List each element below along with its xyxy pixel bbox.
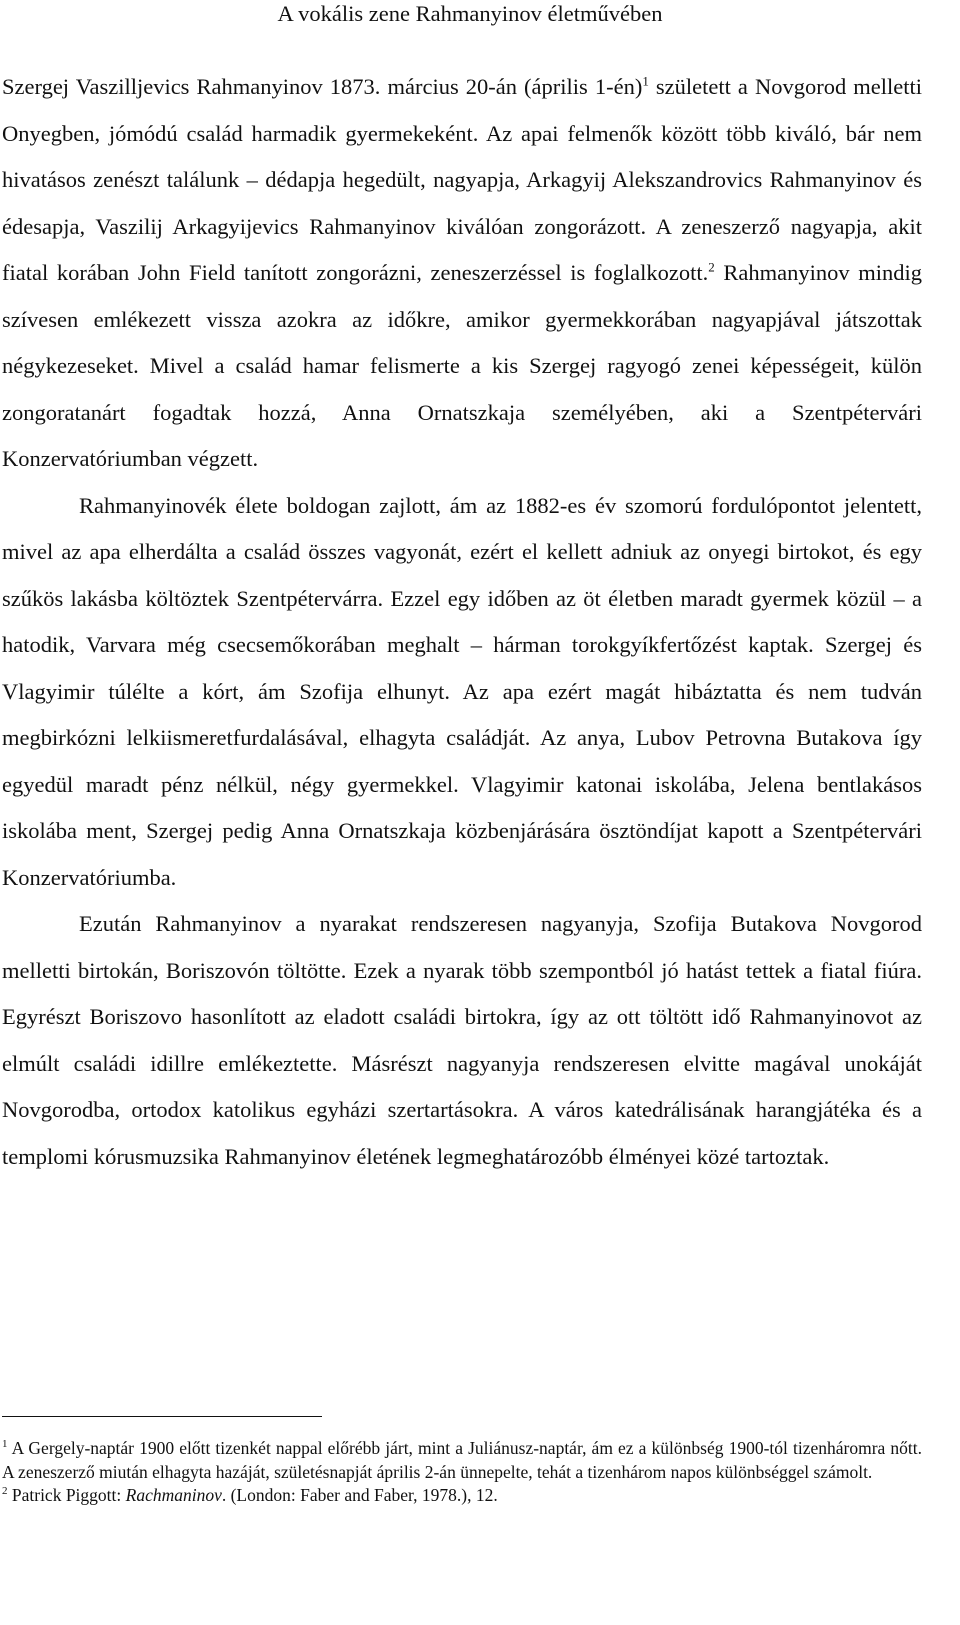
footnote-ref-2[interactable]: 2 xyxy=(708,259,715,275)
footnote-2-publication: . (London: Faber and Faber, 1978.), 12. xyxy=(221,1485,498,1505)
footnote-2 xyxy=(2,1484,922,1508)
paragraph-1-part-2: született a Novgorod melletti Onyegben, jómódú család harmadik gyermekeként. Az apai felmenők között több kiváló, bár nem hivatásos zenészt találunk – dédapja hegedült, nagyapja, Arkagyij Alekszandrovics Rahmanyinov és édesapja, Vaszilij Arkagyijevics Rahmanyinov kiválóan zongorázott. A zeneszerző nagyapja, akit fiatal korában John Field tanított zongorázni, zeneszerzéssel is foglalkozott. xyxy=(2,74,923,285)
footnote-divider xyxy=(2,1416,322,1417)
footnote-ref-1[interactable]: 1 xyxy=(642,73,649,89)
paragraph-1 xyxy=(2,64,922,483)
paragraph-1-part-1: Szergej Vaszilljevics Rahmanyinov 1873. március 20-án (április 1-én) xyxy=(2,74,643,99)
page-title: A vokális zene Rahmanyinov életművében xyxy=(277,1,663,26)
body-text xyxy=(2,64,922,1180)
footnote-2-author: Patrick Piggott: xyxy=(7,1485,126,1505)
footnote-2-marker: 2 xyxy=(2,1485,8,1498)
paragraph-3: Ezután Rahmanyinov a nyarakat rendszeresen nagyanyja, Szofija Butakova Novgorod melletti birtokán, Boriszovón töltötte. Ezek a nyarak több szempontból jó hatást tettek a fiatal fiúra. Egyrészt Boriszovo hasonlított az eladott családi birtokra, így az ott töltött idő Rahmanyinovot az elmúlt családi idillre emlékeztette. Másrészt nagyanyja rendszeresen elvitte magával unokáját Novgorodba, ortodox katolikus egyházi szertartásokra. A város katedrálisának harangjátéka és a templomi kórusmuzsika Rahmanyinov életének legmeghatározóbb élményei közé tartoztak. xyxy=(2,911,922,1169)
footnote-1-marker: 1 xyxy=(2,1438,8,1451)
footnote-1 xyxy=(2,1437,922,1484)
paragraph-2: Rahmanyinovék élete boldogan zajlott, ám az 1882-es év szomorú fordulópontot jelentett, mivel az apa elherdálta a család összes vagyonát, ezért el kellett adniuk az onyegi birtokot, és egy szűkös lakásba költöztek Szentpétervárra. Ezzel egy időben az öt életben maradt gyermek közül – a hatodik, Varvara még csecsemőkorában meghalt – hárman torokgyíkfertőzést kaptak. Szergej és Vlagyimir túlélte a kórt, ám Szofija elhunyt. Az apa ezért magát hibáztatta és nem tudván megbirkózni lelkiismeretfurdalásával, elhagyta családját. Az anya, Lubov Petrovna Butakova így egyedül maradt pénz nélkül, négy gyermekkel. Vlagyimir katonai iskolába, Jelena bentlakásos iskolába ment, Szergej pedig Anna Ornatszkaja közbenjárására ösztöndíjat kapott a Szentpétervári Konzervatóriumba. xyxy=(2,492,922,890)
paragraph-1-part-3: Rahmanyinov mindig szívesen emlékezett vissza azokra az időkre, amikor gyermekkorában nagyapjával játszottak négykezeseket. Mivel a család hamar felismerte a kis Szergej ragyogó zenei képességeit, külön zongoratanárt fogadtak hozzá, Anna Ornatszkaja személyében, aki a Szentpétervári Konzervatóriumban végzett. xyxy=(2,260,922,471)
footnote-1-text: A Gergely-naptár 1900 előtt tizenkét nappal előrébb járt, mint a Juliánusz-naptár, ám ez a különbség 1900-tól tizenháromra nőtt. A zeneszerző miután elhagyta hazáját, születésnapját április 2-án ünnepelte, tehát a tizenhárom napos különbséggel számolt. xyxy=(2,1438,922,1482)
footnotes xyxy=(2,1437,922,1508)
footnote-2-book-title: Rachmaninov xyxy=(125,1485,222,1505)
